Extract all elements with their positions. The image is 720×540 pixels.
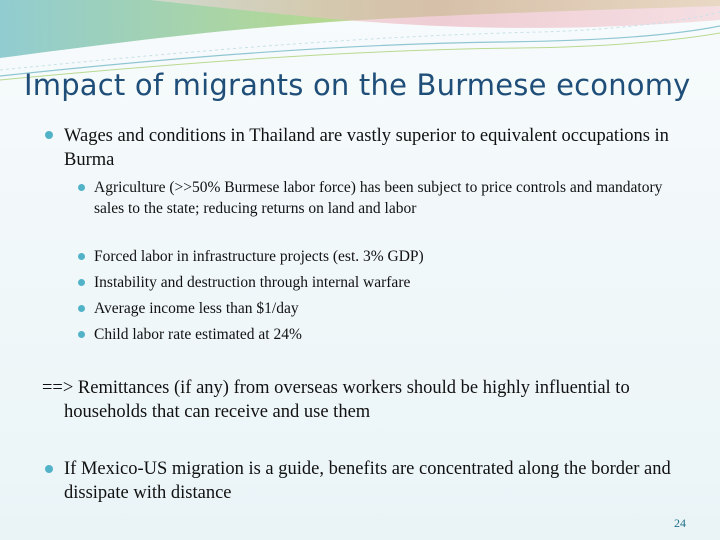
bullet-item: If Mexico-US migration is a guide, benefits are concentrated along the border and dissipate with distance — [64, 459, 671, 503]
sub-bullet-item: Instability and destruction through internal warfare — [94, 274, 411, 291]
bullet-dot-icon — [78, 305, 85, 312]
bullet-dot-icon — [78, 279, 85, 286]
bullet-dot-icon — [78, 184, 85, 191]
bullet-dot-icon — [45, 131, 53, 139]
page-number: 24 — [674, 516, 686, 530]
bullet-dot-icon — [78, 253, 85, 260]
remittances-note: ==> Remittances (if any) from overseas workers should be highly influential to households that can receive and use them — [42, 378, 630, 422]
bullet-dot-icon — [45, 465, 53, 473]
sub-bullet-item: Child labor rate estimated at 24% — [94, 326, 302, 343]
sub-bullet-item: Forced labor in infrastructure projects (est. 3% GDP) — [94, 248, 424, 265]
slide-title: Impact of migrants on the Burmese economy — [24, 68, 691, 102]
bullet-item: Wages and conditions in Thailand are vastly superior to equivalent occupations in Burma — [64, 126, 669, 170]
sub-bullet-item: Agriculture (>>50% Burmese labor force) has been subject to price controls and mandatory sales to the state; reducing returns on land and labor — [94, 179, 663, 217]
bullet-dot-icon — [78, 331, 85, 338]
sub-bullet-item: Average income less than $1/day — [94, 300, 299, 317]
